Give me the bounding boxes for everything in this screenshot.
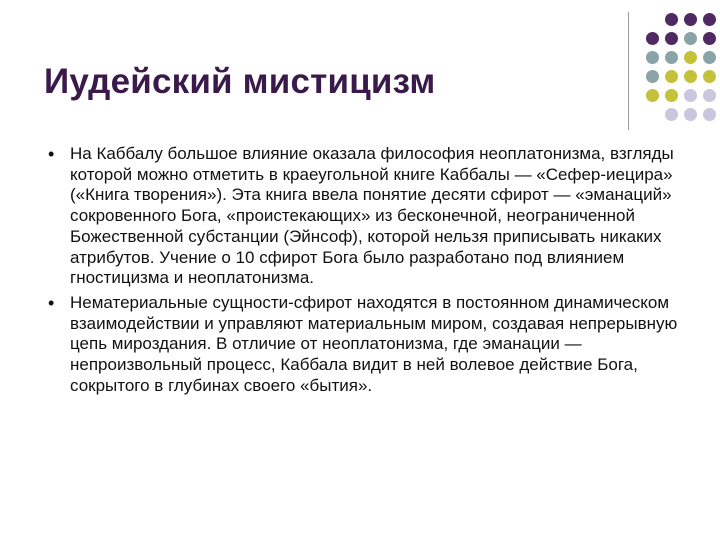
bullet-icon: • bbox=[48, 292, 55, 313]
decorative-dot bbox=[665, 89, 678, 102]
decorative-dot bbox=[646, 70, 659, 83]
bullet-item bbox=[48, 144, 688, 289]
decorative-dot bbox=[684, 108, 697, 121]
decorative-dot bbox=[703, 51, 716, 64]
decorative-dot bbox=[646, 51, 659, 64]
decorative-dot bbox=[665, 51, 678, 64]
decorative-dot bbox=[684, 70, 697, 83]
slide-title: Иудейский мистицизм bbox=[44, 62, 436, 101]
decorative-dot bbox=[703, 70, 716, 83]
bullet-list bbox=[48, 144, 688, 400]
decorative-dot bbox=[703, 13, 716, 26]
decorative-dot bbox=[684, 89, 697, 102]
decorative-dot bbox=[646, 32, 659, 45]
bullet-text: На Каббалу большое влияние оказала философия неоплатонизма, взгляды которой можно отметить в краеугольной книге Каббалы — «Сефер-иецира» («Книга творения»). Эта книга ввела понятие десяти сфирот — «эманаций» сокровенного Бога, «проистекающих» из бесконечной, неограниченной Божественной субстанции (Эйнсоф), которой нельзя приписывать никаких атрибутов. Учение о 10 сфирот Бога было разработано под влиянием гностицизма и неоплатонизма. bbox=[70, 144, 674, 288]
decorative-dot bbox=[665, 32, 678, 45]
decorative-dot bbox=[703, 89, 716, 102]
decorative-divider bbox=[628, 12, 629, 130]
decorative-dot bbox=[684, 13, 697, 26]
decorative-dot bbox=[665, 70, 678, 83]
decorative-dot bbox=[684, 32, 697, 45]
decorative-dot bbox=[646, 108, 659, 121]
bullet-item bbox=[48, 293, 688, 397]
decorative-dot bbox=[646, 89, 659, 102]
decorative-dot bbox=[703, 32, 716, 45]
bullet-text: Нематериальные сущности-сфирот находятся в постоянном динамическом взаимодействии и управляют материальным миром, создавая непрерывную цепь мироздания. В отличие от неоплатонизма, где эманации — непроизвольный процесс, Каббала видит в ней волевое действие Бога, сокрытого в глубинах своего «бытия». bbox=[70, 292, 678, 395]
decorative-dot bbox=[684, 51, 697, 64]
decorative-dot bbox=[665, 13, 678, 26]
bullet-icon: • bbox=[48, 144, 55, 164]
decorative-dot bbox=[646, 13, 659, 26]
decorative-dot bbox=[665, 108, 678, 121]
decorative-dot-grid bbox=[646, 13, 719, 124]
decorative-dot bbox=[703, 108, 716, 121]
